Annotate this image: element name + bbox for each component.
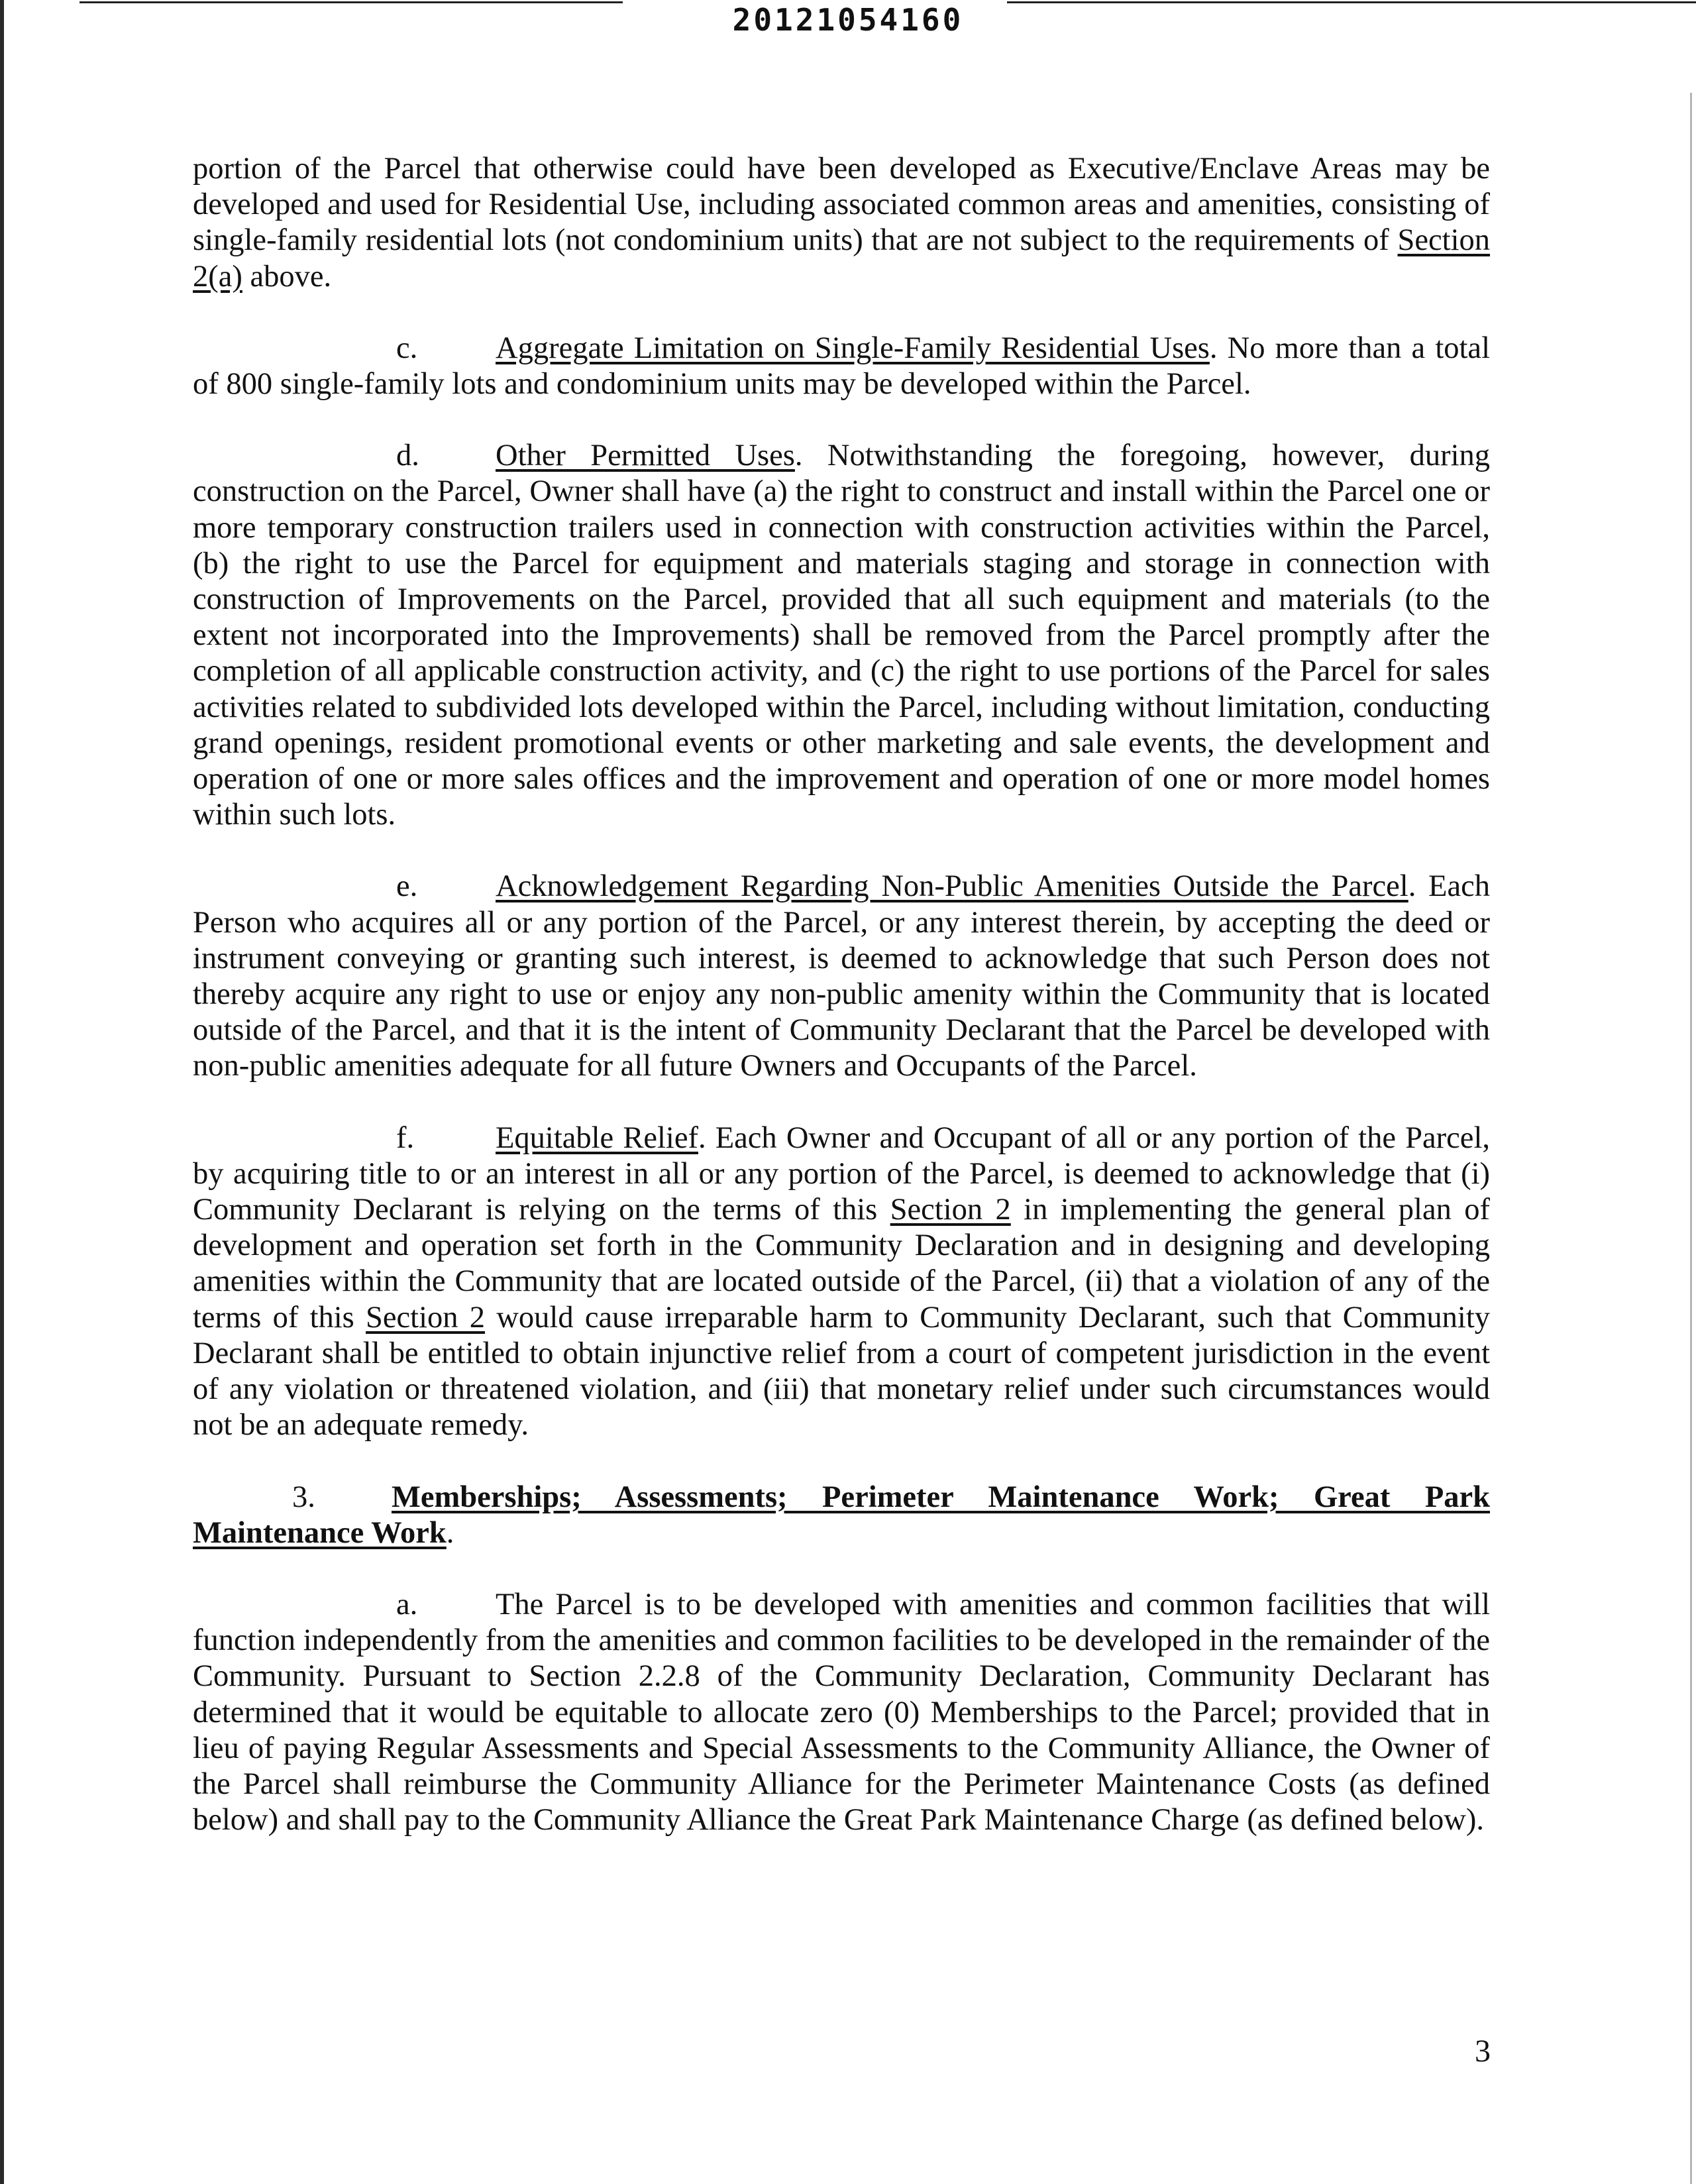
scan-edge-right <box>1690 93 1692 2184</box>
paragraph-e <box>193 869 1490 1084</box>
paragraph-c <box>193 331 1490 402</box>
paragraph-text: . Each Owner and Occupant of all or any portion of the Parcel, by acquiring title to or an interest in all or any portion of the Parcel, is deemed to acknowledge that (i) Community Declarant is relying on the terms of this <box>193 1120 1490 1227</box>
paragraph-a <box>193 1587 1490 1838</box>
paragraph-marker: c. <box>396 331 418 365</box>
section-title: Memberships; Assessments; Perimeter Maintenance Work; Great Park Maintenance Work <box>193 1480 1490 1550</box>
paragraph-text: . No more than a total of 800 single-family lots and condominium units may be developed within the Parcel. <box>193 331 1490 402</box>
paragraph-heading: Equitable Relief <box>496 1120 698 1155</box>
paragraph-marker: a. <box>396 1587 418 1621</box>
paragraph-d <box>193 438 1490 833</box>
paragraph-heading: Aggregate Limitation on Single-Family Residential Uses <box>496 331 1210 365</box>
section-marker: 3. <box>292 1480 315 1514</box>
paragraph-continuation <box>193 151 1490 295</box>
paragraph-marker: f. <box>396 1120 415 1155</box>
page-number: 3 <box>1475 2034 1491 2069</box>
paragraph-text: portion of the Parcel that otherwise could have been developed as Executive/Enclave Areas may be developed and used for Residential Use, including associated common areas and amenities, consisting of single-family residential lots (not condominium units) that are not subject to the requirements of <box>193 152 1490 258</box>
section-reference: Section 2 <box>366 1300 486 1335</box>
paragraph-text: . Each Person who acquires all or any portion of the Parcel, or any interest therein, by accepting the deed or instrument conveying or granting such interest, is deemed to acknowledge that such Person does not thereby acquire any right to use or enjoy any non-public amenity within the Community that is located outside of the Parcel, and that it is the intent of Community Declarant that the Parcel be developed with non-public amenities adequate for all future Owners and Occupants of the Parcel. <box>193 869 1490 1083</box>
section-3-heading <box>193 1480 1490 1551</box>
document-body <box>193 151 1490 1874</box>
section-title-tail: . <box>446 1515 454 1550</box>
paragraph-text: . Notwithstanding the foregoing, however, during construction on the Parcel, Owner shall have (a) the right to construct and install within the Parcel one or more temporary construction trailers used in connection with construction activities within the Parcel, (b) the right to use the Parcel for equipment and materials staging and storage in connection with construction of Improvements on the Parcel, provided that all such equipment and materials (to the extent not incorporated into the Improvements) shall be removed from the Parcel promptly after the completion of all applicable construction activity, and (c) the right to use portions of the Parcel for sales activities related to subdivided lots developed within the Parcel, including without limitation, conducting grand openings, resident promotional events or other marketing and sale events, the development and operation of one or more sales offices and the improvement and operation of one or more model homes within such lots. <box>193 439 1490 832</box>
paragraph-marker: d. <box>396 439 419 473</box>
paragraph-text: would cause irreparable harm to Community Declarant, such that Community Declarant shall be entitled to obtain injunctive relief from a court of competent jurisdiction in the event of any violation or threatened violation, and (iii) that monetary relief under such circumstances would not be an adequate remedy. <box>193 1300 1490 1443</box>
section-reference: Section 2 <box>890 1193 1011 1227</box>
paragraph-text: in implementing the general plan of development and operation set forth in the Community Declaration and in designing and developing amenities within the Community that are located outside of the Parcel, (ii) that a violation of any of the terms of this <box>193 1193 1490 1335</box>
paragraph-text: The Parcel is to be developed with amenities and common facilities that will function independently from the amenities and common facilities to be developed in the remainder of the Community. Pursuant to Section 2.2.8 of the Community Declaration, Community Declarant has determined that it would be equitable to allocate zero (0) Memberships to the Parcel; provided that in lieu of paying Regular Assessments and Special Assessments to the Community Alliance, the Owner of the Parcel shall reimburse the Community Alliance for the Perimeter Maintenance Costs (as defined below) and shall pay to the Community Alliance the Great Park Maintenance Charge (as defined below). <box>193 1587 1490 1837</box>
paragraph-heading: Acknowledgement Regarding Non-Public Amenities Outside the Parcel <box>496 869 1408 904</box>
paragraph-text: above. <box>242 259 332 294</box>
paragraph-marker: e. <box>396 869 418 904</box>
scan-edge-left <box>0 0 4 2184</box>
paragraph-f <box>193 1120 1490 1444</box>
document-number: 20121054160 <box>732 2 964 38</box>
paragraph-heading: Other Permitted Uses <box>496 439 795 473</box>
section-reference: Section 2(a) <box>193 223 1490 294</box>
